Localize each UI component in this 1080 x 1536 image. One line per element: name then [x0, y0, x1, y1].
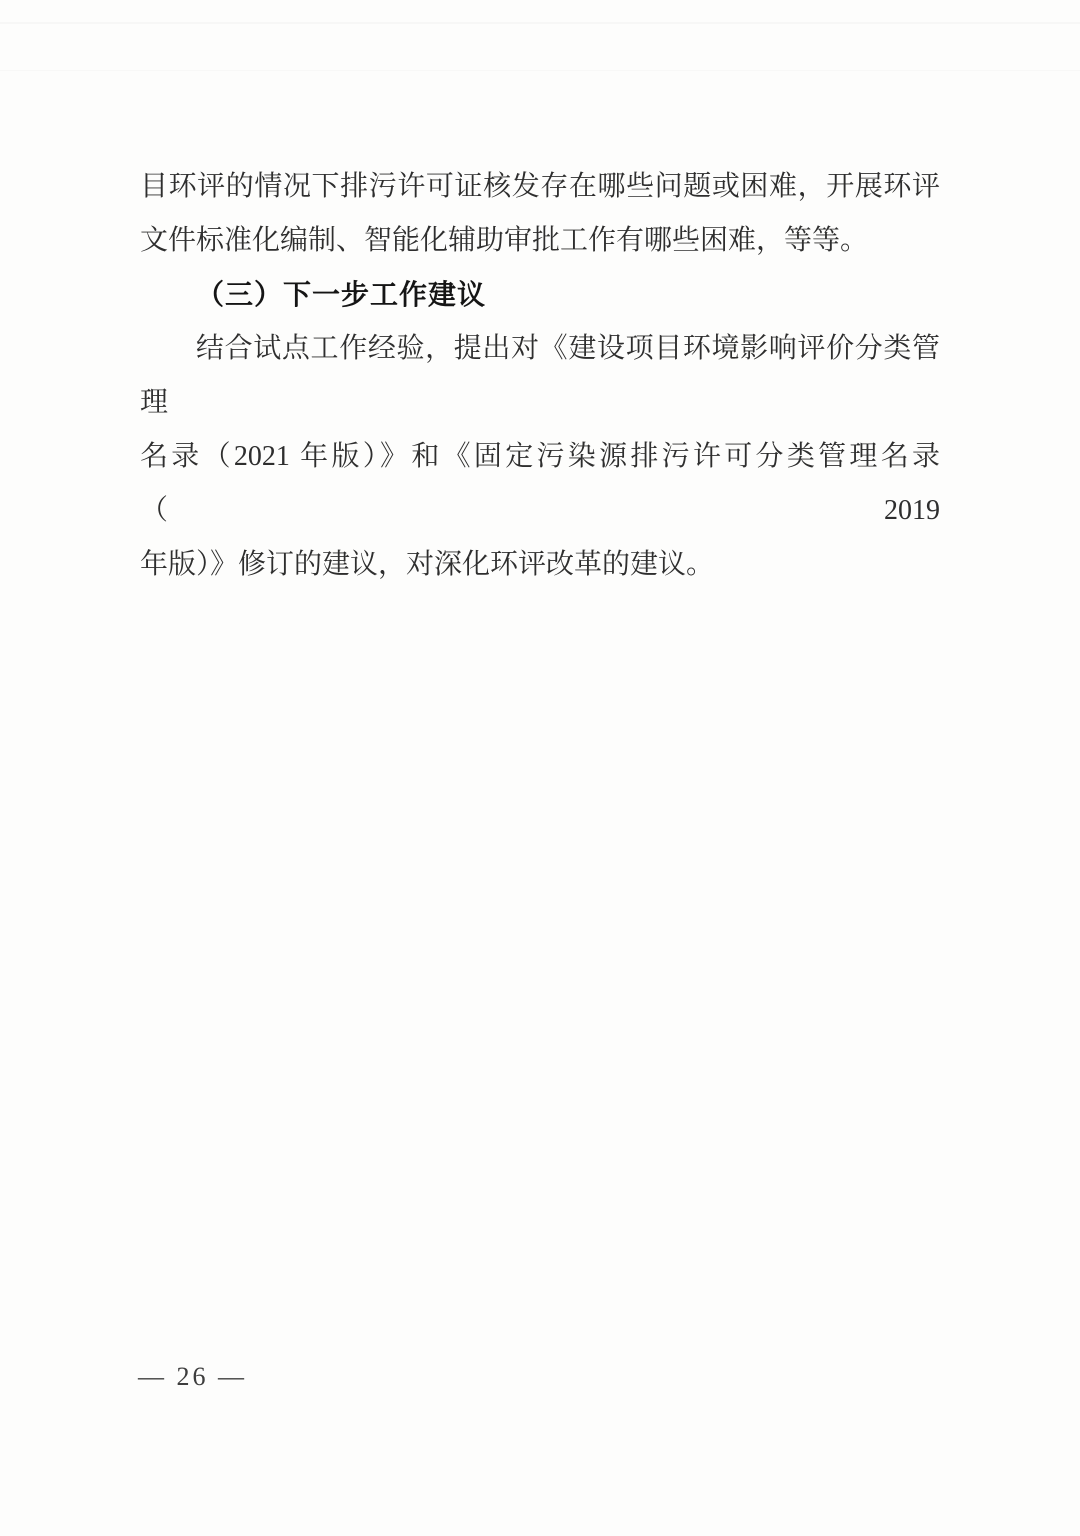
paragraph1-line-1: 目环评的情况下排污许可证核发存在哪些问题或困难，开展环评 — [140, 171, 940, 202]
section-heading: （三）下一步工作建议 — [196, 279, 487, 310]
paragraph2-line-1: 结合试点工作经验，提出对《建设项目环境影响评价分类管理 — [140, 333, 940, 418]
scan-artifact — [0, 70, 1080, 71]
paragraph2-line-3: 年版）》修订的建议，对深化环评改革的建议。 — [140, 549, 715, 580]
page-number: — 26 — — [138, 1362, 247, 1391]
scan-artifact — [0, 22, 1080, 24]
paragraph2-line-2: 名录（2021 年版）》和《固定污染源排污许可分类管理名录（2019 — [140, 441, 940, 526]
document-body — [140, 160, 940, 592]
paragraph1-line-2: 文件标准化编制、智能化辅助审批工作有哪些困难，等等。 — [140, 225, 869, 256]
